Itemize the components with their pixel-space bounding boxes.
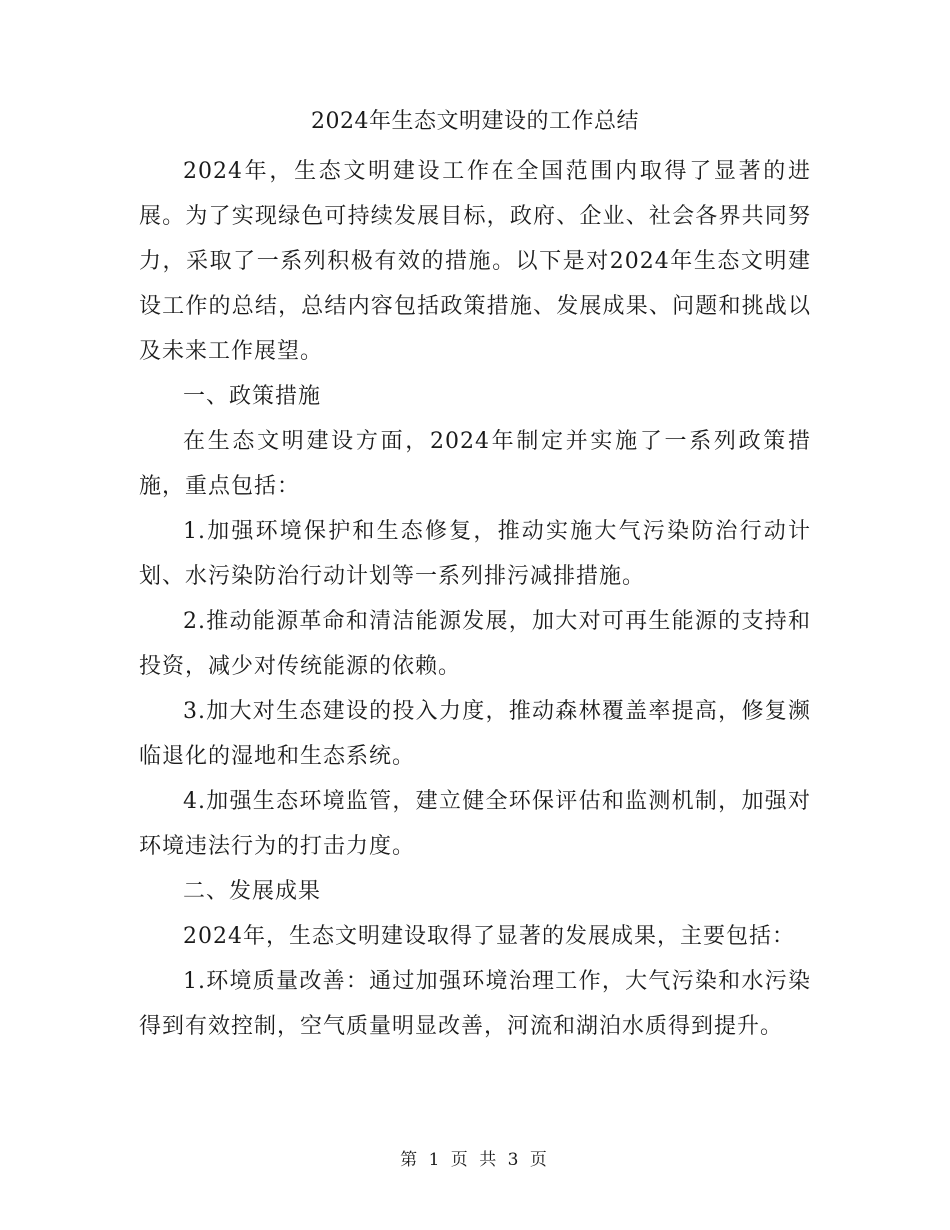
policy-item-3: 3.加大对生态建设的投入力度，推动森林覆盖率提高，修复濒临退化的湿地和生态系统。 xyxy=(139,699,811,769)
section-heading-policy: 一、政策措施 xyxy=(183,384,322,409)
results-item-1: 1.环境质量改善：通过加强环境治理工作，大气污染和水污染得到有效控制，空气质量明显改善，河流和湖泊水质得到提升。 xyxy=(139,969,811,1039)
document-body xyxy=(139,149,811,1049)
policy-item-4: 4.加强生态环境监管，建立健全环保评估和监测机制，加强对环境违法行为的打击力度。 xyxy=(139,789,811,859)
policy-item-2: 2.推动能源革命和清洁能源发展，加大对可再生能源的支持和投资，减少对传统能源的依赖。 xyxy=(139,609,811,679)
results-intro-paragraph: 2024年，生态文明建设取得了显著的发展成果，主要包括： xyxy=(183,924,795,949)
policy-item-1: 1.加强环境保护和生态修复，推动实施大气污染防治行动计划、水污染防治行动计划等一系列排污减排措施。 xyxy=(139,519,811,589)
document-title: 2024年生态文明建设的工作总结 xyxy=(311,109,639,134)
page-number: 第 1 页 共 3 页 xyxy=(400,1150,550,1170)
policy-intro-paragraph: 在生态文明建设方面，2024年制定并实施了一系列政策措施，重点包括： xyxy=(139,429,811,499)
section-heading-results: 二、发展成果 xyxy=(183,879,322,904)
intro-paragraph: 2024年，生态文明建设工作在全国范围内取得了显著的进展。为了实现绿色可持续发展目标，政府、企业、社会各界共同努力，采取了一系列积极有效的措施。以下是对2024年生态文明建设工作的总结，总结内容包括政策措施、发展成果、问题和挑战以及未来工作展望。 xyxy=(139,159,811,364)
